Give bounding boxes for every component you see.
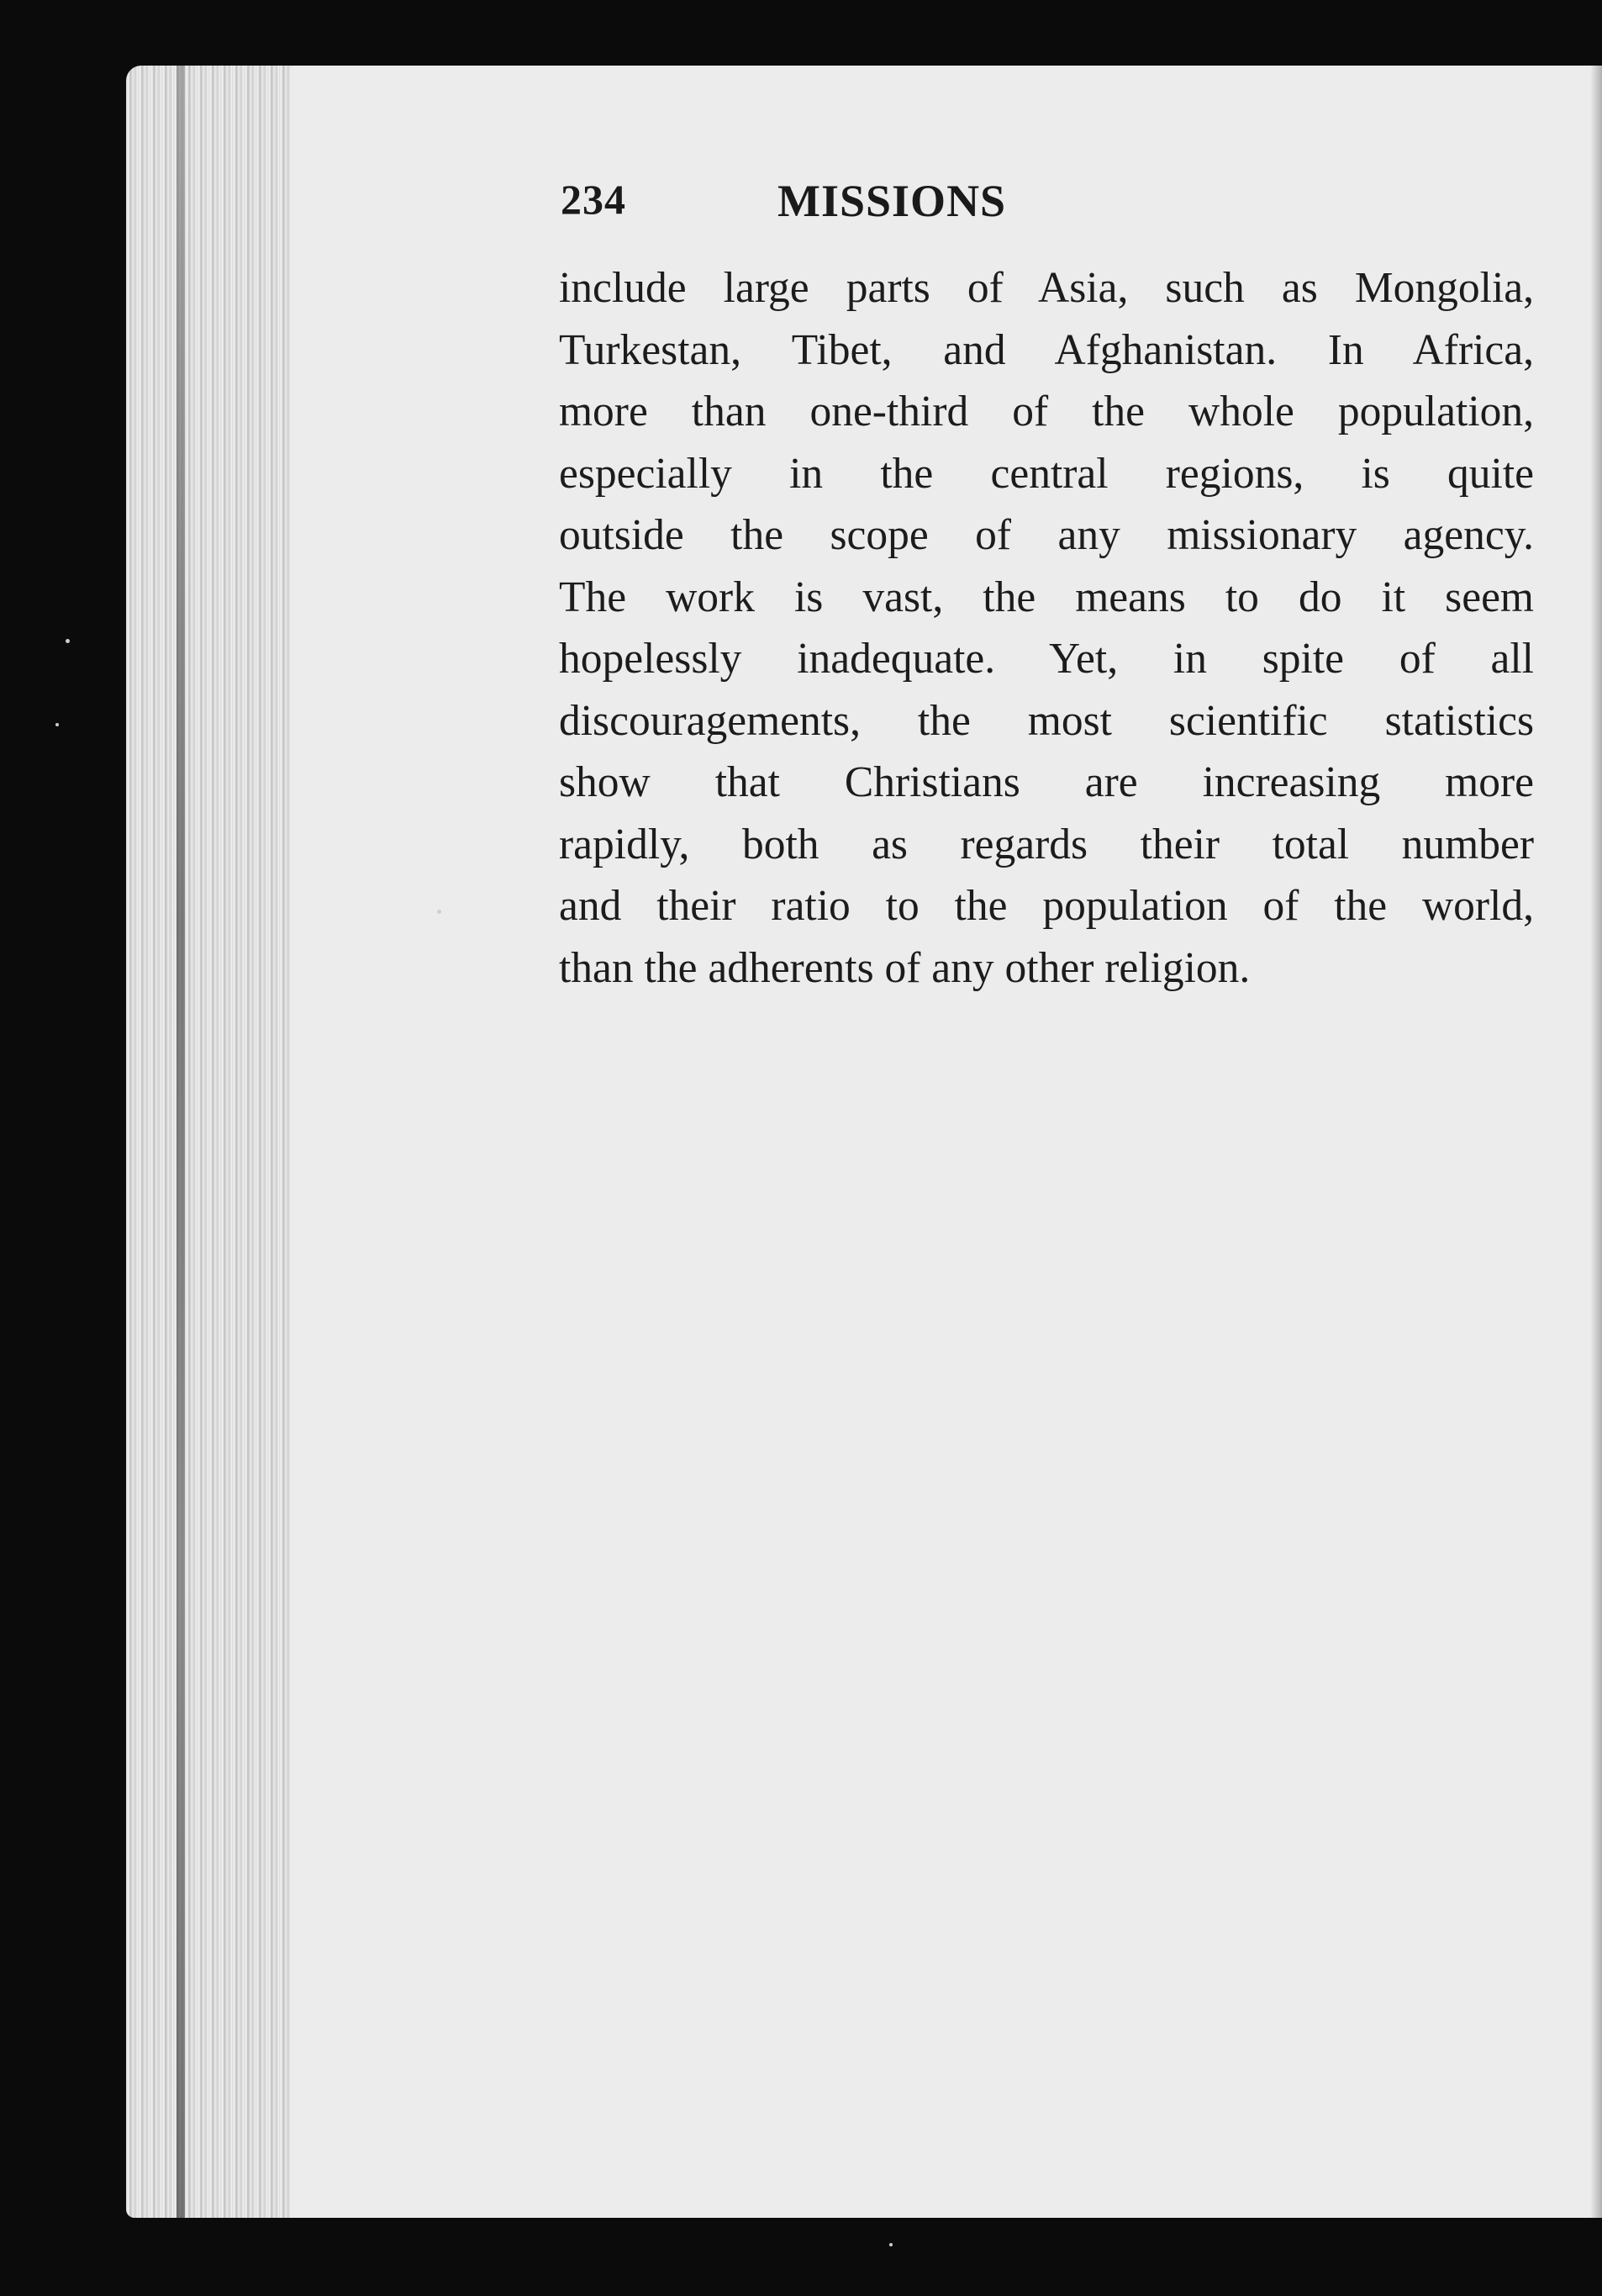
page-gutter-shadow [1590,66,1602,2218]
text-line: discouragements, the most scientific statistics [559,696,1534,745]
text-line: especially in the central regions, is quite [559,449,1534,498]
scan-speck [437,910,441,914]
running-title: MISSIONS [777,176,1007,226]
scan-speck [66,639,70,643]
body-paragraph [559,257,1534,999]
text-line: hopelessly inadequate. Yet, in spite of all [559,635,1534,683]
text-line: include large parts of Asia, such as Mongolia, [559,264,1534,312]
page-number: 234 [561,176,626,223]
text-line: rapidly, both as regards their total number [559,820,1534,868]
text-line: Turkestan, Tibet, and Afghanistan. In Africa, [559,325,1534,374]
text-line: and their ratio to the population of the world, [559,882,1534,930]
text-line: outside the scope of any missionary agency. [559,511,1534,559]
scan-speck [55,723,59,726]
text-line: show that Christians are increasing more [559,758,1534,806]
text-line: than the adherents of any other religion. [559,943,1251,992]
scan-speck [889,2243,893,2246]
running-head [561,175,1485,251]
book-page [290,66,1602,2218]
text-line: The work is vast, the means to do it seem [559,573,1534,621]
text-line: more than one-third of the whole population, [559,388,1534,435]
